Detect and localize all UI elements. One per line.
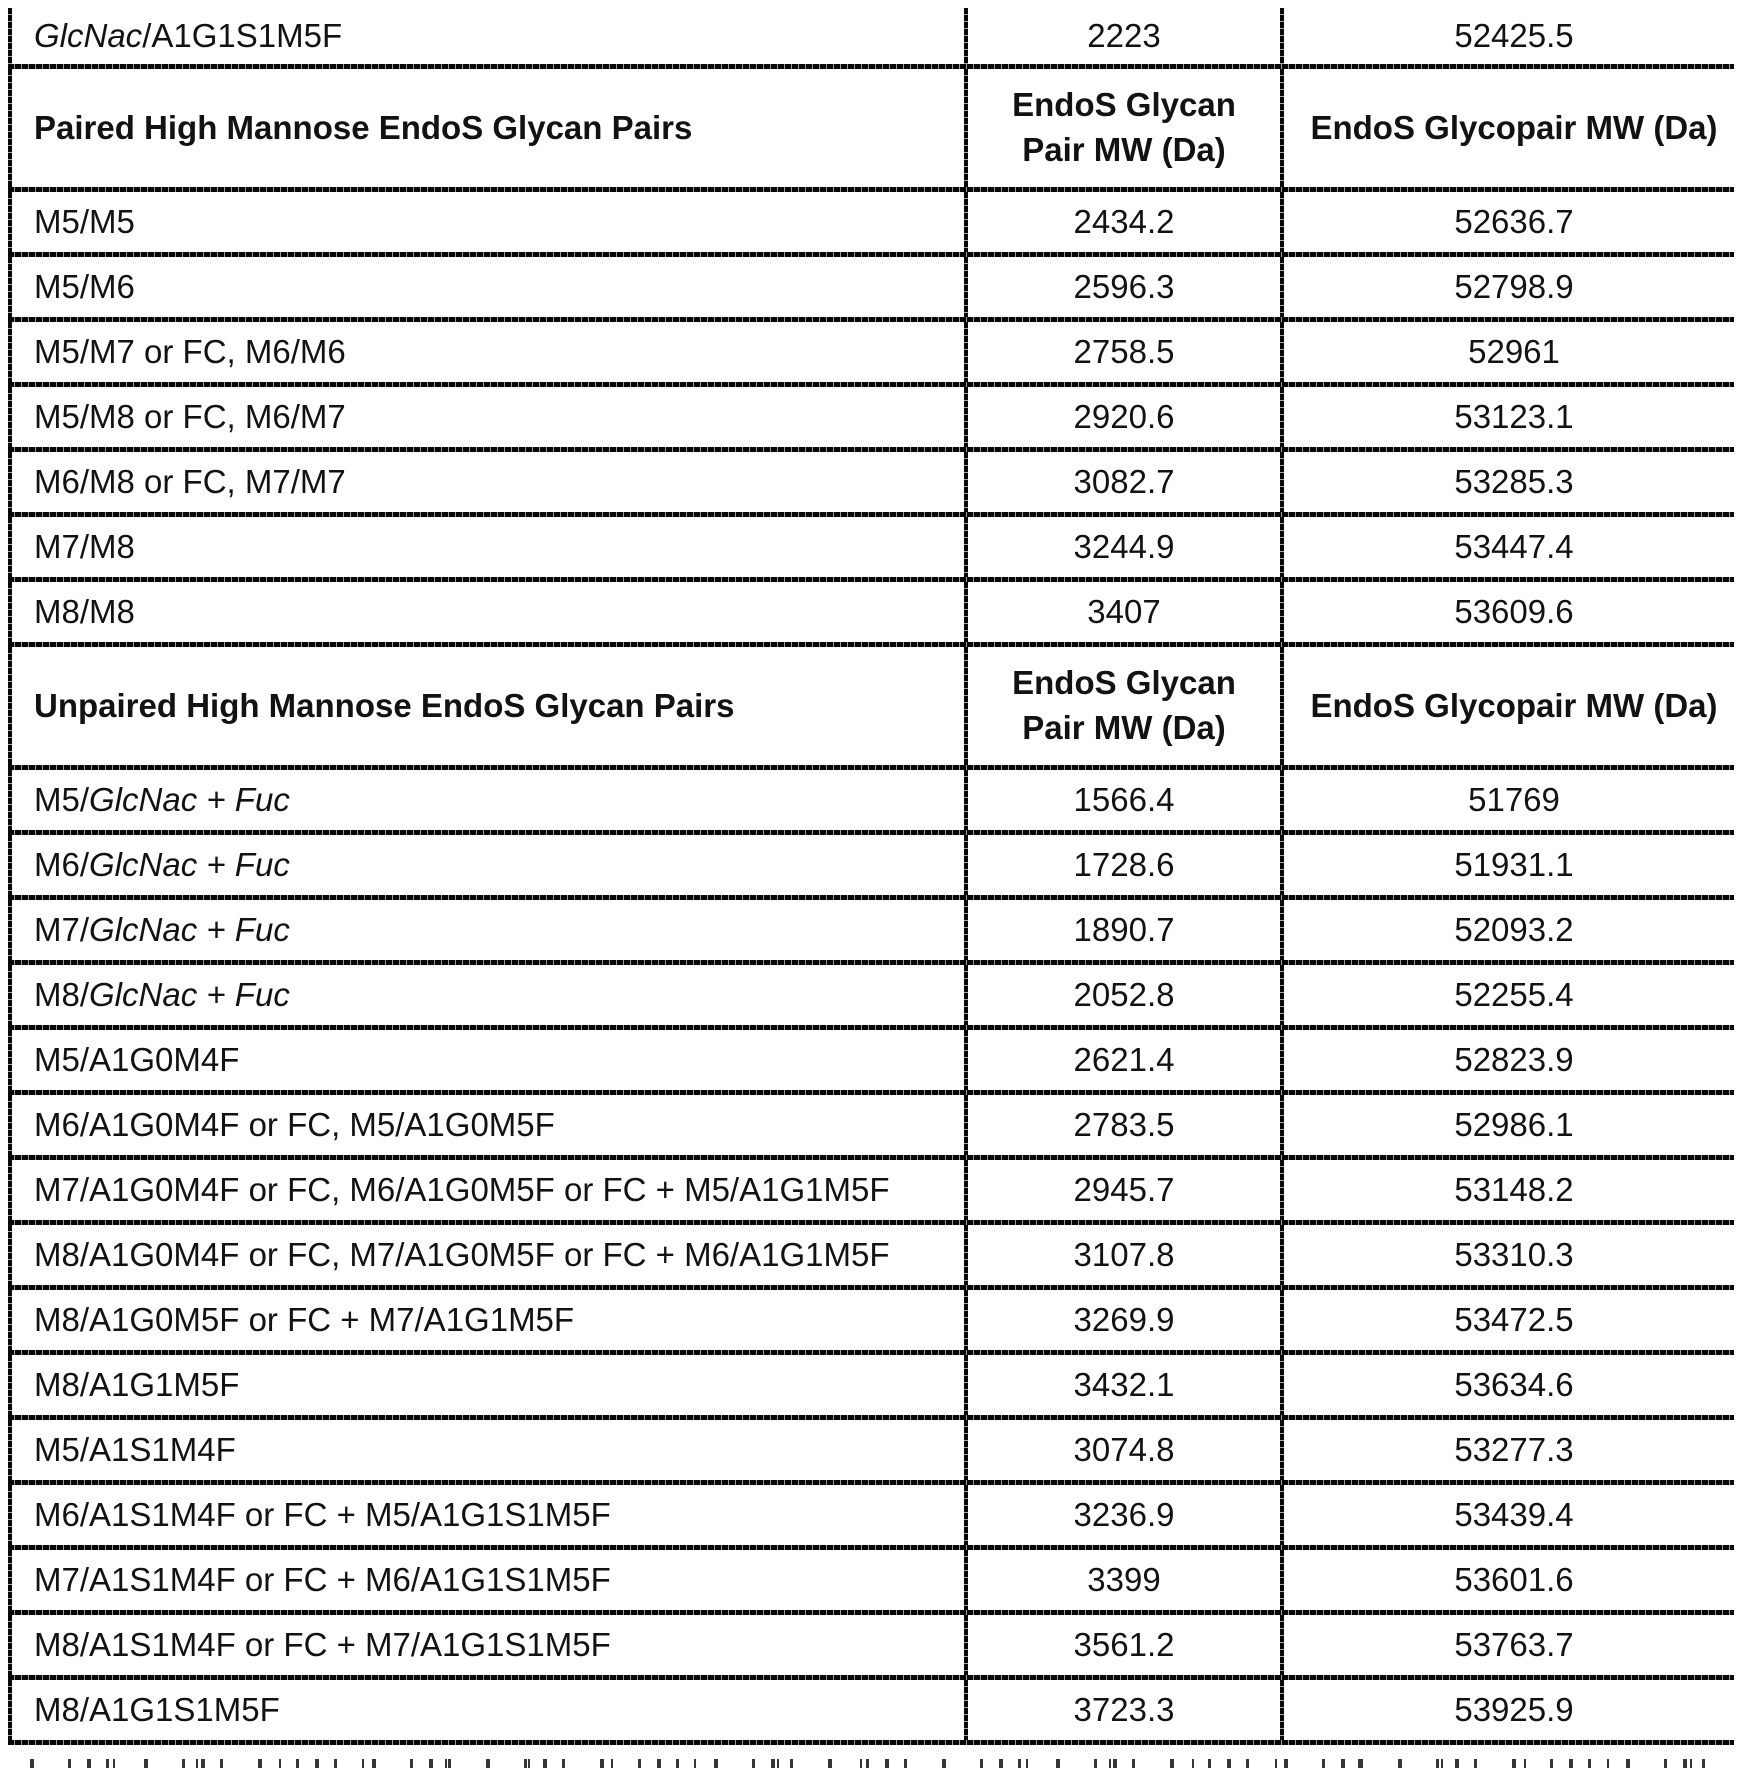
glycopair-mw-cell: 52798.9 (1284, 257, 1742, 317)
row-divider (8, 1740, 1734, 1745)
pair-mw-cell: 3399 (968, 1550, 1280, 1610)
glycan-pair-name-part: GlcNac (34, 17, 143, 54)
glycan-mw-table (8, 8, 1734, 1745)
pair-mw-cell: 2758.5 (968, 322, 1280, 382)
table-row (8, 835, 1734, 895)
glycan-pair-name-part: M8/A1G0M5F or FC + M7/A1G1M5F (34, 1301, 575, 1338)
glycan-pair-name-cell (12, 900, 964, 960)
glycopair-mw-cell: 52425.5 (1284, 8, 1742, 64)
pair-mw-cell: 1890.7 (968, 900, 1280, 960)
glycopair-mw-cell: 52255.4 (1284, 965, 1742, 1025)
pair-mw-header-line: EndoS Glycan (1012, 86, 1236, 124)
glycan-pair-name-part: M7/A1S1M4F or FC + M6/A1G1S1M5F (34, 1561, 611, 1598)
pair-mw-cell: 2621.4 (968, 1030, 1280, 1090)
table-row (8, 1030, 1734, 1090)
glycan-pair-name-part: GlcNac + Fuc (89, 781, 290, 818)
table-row (8, 517, 1734, 577)
glycan-pair-name-cell (12, 1030, 964, 1090)
glycan-pair-name-cell (12, 517, 964, 577)
glycan-pair-name-cell (12, 1550, 964, 1610)
pair-mw-cell: 3082.7 (968, 452, 1280, 512)
glycan-pair-name-part: M5/A1G0M4F (34, 1041, 240, 1078)
glycopair-mw-cell: 53277.3 (1284, 1420, 1742, 1480)
glycan-pair-name-part: M8/A1G0M4F or FC, M7/A1G0M5F or FC + M6/A1G1M5F (34, 1236, 890, 1273)
pair-mw-cell: 2052.8 (968, 965, 1280, 1025)
glycan-pair-name-cell (12, 1160, 964, 1220)
table-row (8, 1680, 1734, 1740)
pair-mw-cell: 2783.5 (968, 1095, 1280, 1155)
glycan-pair-name-part: M8/ (34, 976, 90, 1013)
pair-mw-cell: 3107.8 (968, 1225, 1280, 1285)
glycopair-mw-cell: 53634.6 (1284, 1355, 1742, 1415)
pair-mw-header-lines (968, 661, 1280, 750)
glycan-pair-name-part: /A1G1S1M5F (142, 17, 343, 54)
table-row (8, 1355, 1734, 1415)
cutoff-text-line (30, 1759, 1710, 1768)
section-header-row (8, 647, 1734, 765)
glycan-pair-name-cell (12, 192, 964, 252)
glycan-pair-name-part: GlcNac + Fuc (89, 976, 290, 1013)
pair-mw-cell: 2920.6 (968, 387, 1280, 447)
glycan-pair-name-part: M6/A1G0M4F or FC, M5/A1G0M5F (34, 1106, 555, 1143)
glycan-pair-name-cell (12, 387, 964, 447)
glycan-pair-name-part: M5/M7 or FC, M6/M6 (34, 333, 346, 370)
pair-mw-cell: 3236.9 (968, 1485, 1280, 1545)
pair-mw-cell: 3269.9 (968, 1290, 1280, 1350)
glycopair-mw-cell: 53439.4 (1284, 1485, 1742, 1545)
pair-mw-header-lines (968, 83, 1280, 172)
table-row (8, 1095, 1734, 1155)
glycan-pair-name-cell (12, 1355, 964, 1415)
table-row (8, 1290, 1734, 1350)
glycopair-mw-header-cell: EndoS Glycopair MW (Da) (1284, 69, 1742, 187)
table-row (8, 1160, 1734, 1220)
table-row (8, 1550, 1734, 1610)
table-row (8, 582, 1734, 642)
glycopair-mw-cell: 53472.5 (1284, 1290, 1742, 1350)
glycan-pair-name-part: M6/A1S1M4F or FC + M5/A1G1S1M5F (34, 1496, 611, 1533)
table-row (8, 770, 1734, 830)
table-row (8, 1420, 1734, 1480)
table-row (8, 1615, 1734, 1675)
pair-mw-header-line: Pair MW (Da) (1022, 709, 1226, 746)
glycan-pair-name-cell (12, 257, 964, 317)
pair-mw-cell: 3244.9 (968, 517, 1280, 577)
pair-mw-cell: 3407 (968, 582, 1280, 642)
section-header-cell: Paired High Mannose EndoS Glycan Pairs (12, 69, 964, 187)
glycan-pair-name-cell (12, 1680, 964, 1740)
glycopair-mw-cell: 52823.9 (1284, 1030, 1742, 1090)
glycan-pair-name-part: M8/A1G1M5F (34, 1366, 240, 1403)
table-row (8, 452, 1734, 512)
glycopair-mw-cell: 51931.1 (1284, 835, 1742, 895)
pair-mw-cell: 2223 (968, 8, 1280, 64)
table-row (8, 8, 1734, 64)
glycopair-mw-cell: 53609.6 (1284, 582, 1742, 642)
glycan-pair-name-part: M5/ (34, 781, 90, 818)
glycopair-mw-cell: 52961 (1284, 322, 1742, 382)
table-row (8, 965, 1734, 1025)
glycan-pair-name-part: M7/A1G0M4F or FC, M6/A1G0M5F or FC + M5/A1G1M5F (34, 1171, 890, 1208)
glycopair-mw-cell: 53763.7 (1284, 1615, 1742, 1675)
glycan-pair-name-part: GlcNac + Fuc (89, 911, 290, 948)
glycan-pair-name-part: M6/M8 or FC, M7/M7 (34, 463, 346, 500)
table-row (8, 192, 1734, 252)
glycopair-mw-cell: 52986.1 (1284, 1095, 1742, 1155)
glycan-pair-name-cell (12, 8, 964, 64)
pair-mw-cell: 3432.1 (968, 1355, 1280, 1415)
glycan-pair-name-part: M5/M5 (34, 203, 135, 240)
glycopair-mw-cell: 53310.3 (1284, 1225, 1742, 1285)
table-row (8, 257, 1734, 317)
table-row (8, 322, 1734, 382)
glycopair-mw-cell: 53285.3 (1284, 452, 1742, 512)
table-row (8, 1225, 1734, 1285)
glycopair-mw-cell: 53148.2 (1284, 1160, 1742, 1220)
glycan-pair-name-part: M8/M8 (34, 593, 135, 630)
pair-mw-cell: 1566.4 (968, 770, 1280, 830)
glycopair-mw-cell: 51769 (1284, 770, 1742, 830)
glycopair-mw-cell: 53601.6 (1284, 1550, 1742, 1610)
glycan-pair-name-cell (12, 1290, 964, 1350)
pair-mw-cell: 2945.7 (968, 1160, 1280, 1220)
pair-mw-cell: 3561.2 (968, 1615, 1280, 1675)
glycan-pair-name-cell (12, 1420, 964, 1480)
glycan-pair-name-cell (12, 322, 964, 382)
glycopair-mw-cell: 52636.7 (1284, 192, 1742, 252)
pair-mw-header-line: Pair MW (Da) (1022, 131, 1226, 168)
glycopair-mw-cell: 53123.1 (1284, 387, 1742, 447)
glycan-pair-name-part: GlcNac + Fuc (89, 846, 290, 883)
pair-mw-cell: 2434.2 (968, 192, 1280, 252)
table-row (8, 900, 1734, 960)
glycan-pair-name-cell (12, 835, 964, 895)
pair-mw-cell: 2596.3 (968, 257, 1280, 317)
glycan-pair-name-cell (12, 1485, 964, 1545)
glycopair-mw-cell: 53447.4 (1284, 517, 1742, 577)
glycan-pair-name-part: M5/M6 (34, 268, 135, 305)
glycan-pair-name-part: M5/M8 or FC, M6/M7 (34, 398, 346, 435)
glycan-pair-name-cell (12, 1225, 964, 1285)
glycopair-mw-header-cell: EndoS Glycopair MW (Da) (1284, 647, 1742, 765)
glycan-pair-name-part: M7/ (34, 911, 90, 948)
glycan-pair-name-cell (12, 770, 964, 830)
glycan-pair-name-cell (12, 452, 964, 512)
pair-mw-header-cell (968, 69, 1280, 187)
section-header-cell: Unpaired High Mannose EndoS Glycan Pairs (12, 647, 964, 765)
table-row (8, 387, 1734, 447)
pair-mw-header-line: EndoS Glycan (1012, 664, 1236, 702)
pair-mw-header-cell (968, 647, 1280, 765)
glycan-pair-name-cell (12, 1095, 964, 1155)
table-row (8, 1485, 1734, 1545)
pair-mw-cell: 3074.8 (968, 1420, 1280, 1480)
glycan-pair-name-part: M8/A1S1M4F or FC + M7/A1G1S1M5F (34, 1626, 611, 1663)
glycan-pair-name-part: M8/A1G1S1M5F (34, 1691, 280, 1728)
glycan-pair-name-cell (12, 1615, 964, 1675)
glycan-pair-name-cell (12, 582, 964, 642)
glycopair-mw-cell: 53925.9 (1284, 1680, 1742, 1740)
section-header-row (8, 69, 1734, 187)
glycan-pair-name-part: M7/M8 (34, 528, 135, 565)
glycan-pair-name-part: M5/A1S1M4F (34, 1431, 236, 1468)
glycopair-mw-cell: 52093.2 (1284, 900, 1742, 960)
pair-mw-cell: 1728.6 (968, 835, 1280, 895)
glycan-pair-name-part: M6/ (34, 846, 90, 883)
glycan-pair-name-cell (12, 965, 964, 1025)
pair-mw-cell: 3723.3 (968, 1680, 1280, 1740)
